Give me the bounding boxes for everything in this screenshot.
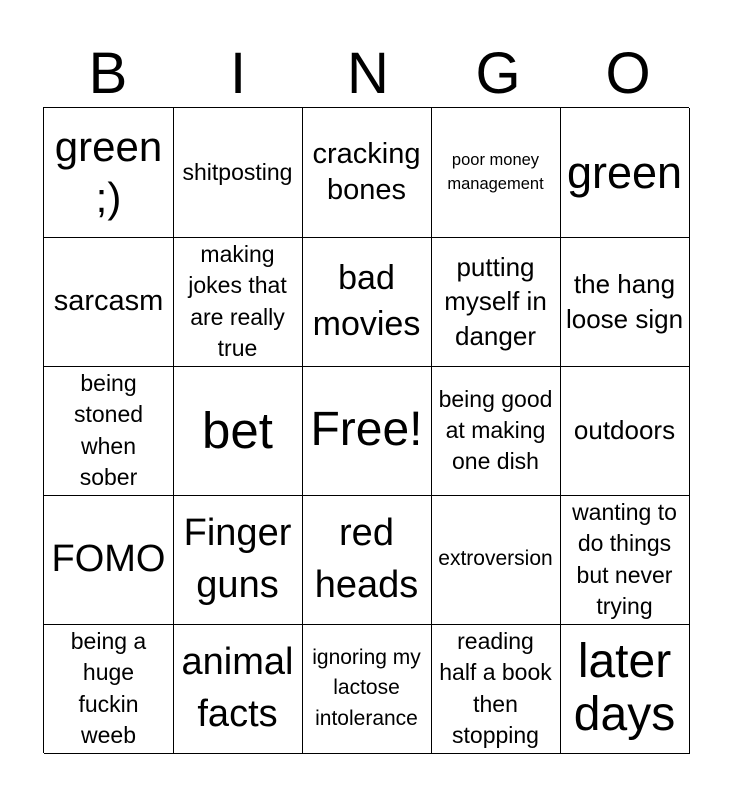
cell-text: reading half a book then stopping (439, 628, 552, 748)
bingo-header (43, 40, 693, 108)
bingo-cell[interactable] (431, 366, 561, 496)
bingo-cell[interactable] (560, 366, 690, 496)
cell-text: wanting to do things but never trying (572, 499, 677, 619)
cell-text: sarcasm (53, 284, 164, 317)
cell-text: shitposting (182, 158, 293, 185)
cell-text: bad movies (312, 258, 421, 343)
bingo-cell[interactable] (44, 624, 174, 754)
bingo-cell[interactable] (173, 495, 303, 625)
bingo-board (43, 107, 689, 753)
cell-text: animal facts (181, 641, 294, 735)
bingo-cell[interactable] (302, 366, 432, 496)
cell-text: poor money management (447, 150, 544, 193)
cell-text: Free! (310, 403, 423, 457)
cell-text: the hang loose sign (565, 268, 684, 334)
cell-text: green (566, 146, 683, 198)
cell-text: FOMO (51, 537, 166, 580)
bingo-cell[interactable] (560, 495, 690, 625)
cell-text: being good at making one dish (438, 385, 553, 475)
bingo-cell[interactable] (44, 495, 174, 625)
header-letter-b: B (88, 41, 128, 106)
cell-text: putting myself in danger (444, 251, 547, 351)
bingo-cell[interactable] (44, 108, 174, 238)
bingo-cell[interactable] (173, 237, 303, 367)
cell-text: ignoring my lactose intolerance (312, 645, 421, 730)
bingo-cell[interactable] (431, 108, 561, 238)
cell-text: outdoors (573, 415, 676, 446)
cell-text: Finger guns (183, 512, 292, 606)
bingo-cell[interactable] (302, 495, 432, 625)
cell-text: being a huge fuckin weeb (70, 628, 147, 748)
header-letter-o: O (605, 41, 651, 106)
cell-text: green ;) (54, 123, 163, 221)
bingo-cell[interactable] (431, 237, 561, 367)
cell-text: later days (573, 634, 676, 741)
bingo-cell[interactable] (431, 624, 561, 754)
bingo-cell[interactable] (173, 624, 303, 754)
bingo-cell[interactable] (302, 108, 432, 238)
bingo-cell[interactable] (560, 108, 690, 238)
bingo-cell[interactable] (302, 624, 432, 754)
bingo-cell[interactable] (431, 495, 561, 625)
cell-text: red heads (314, 512, 419, 606)
bingo-cell[interactable] (173, 366, 303, 496)
cell-text: extroversion (438, 547, 553, 571)
bingo-cell[interactable] (44, 366, 174, 496)
cell-text: cracking bones (312, 138, 421, 206)
bingo-cell[interactable] (173, 108, 303, 238)
bingo-cell[interactable] (560, 237, 690, 367)
bingo-cell[interactable] (302, 237, 432, 367)
bingo-cell[interactable] (560, 624, 690, 754)
bingo-cell[interactable] (44, 237, 174, 367)
cell-text: bet (202, 402, 273, 459)
header-letter-i: I (229, 41, 247, 106)
cell-text: being stoned when sober (73, 370, 144, 490)
cell-text: making jokes that are really true (188, 241, 287, 361)
header-letter-g: G (475, 41, 521, 106)
header-letter-n: N (347, 41, 389, 106)
